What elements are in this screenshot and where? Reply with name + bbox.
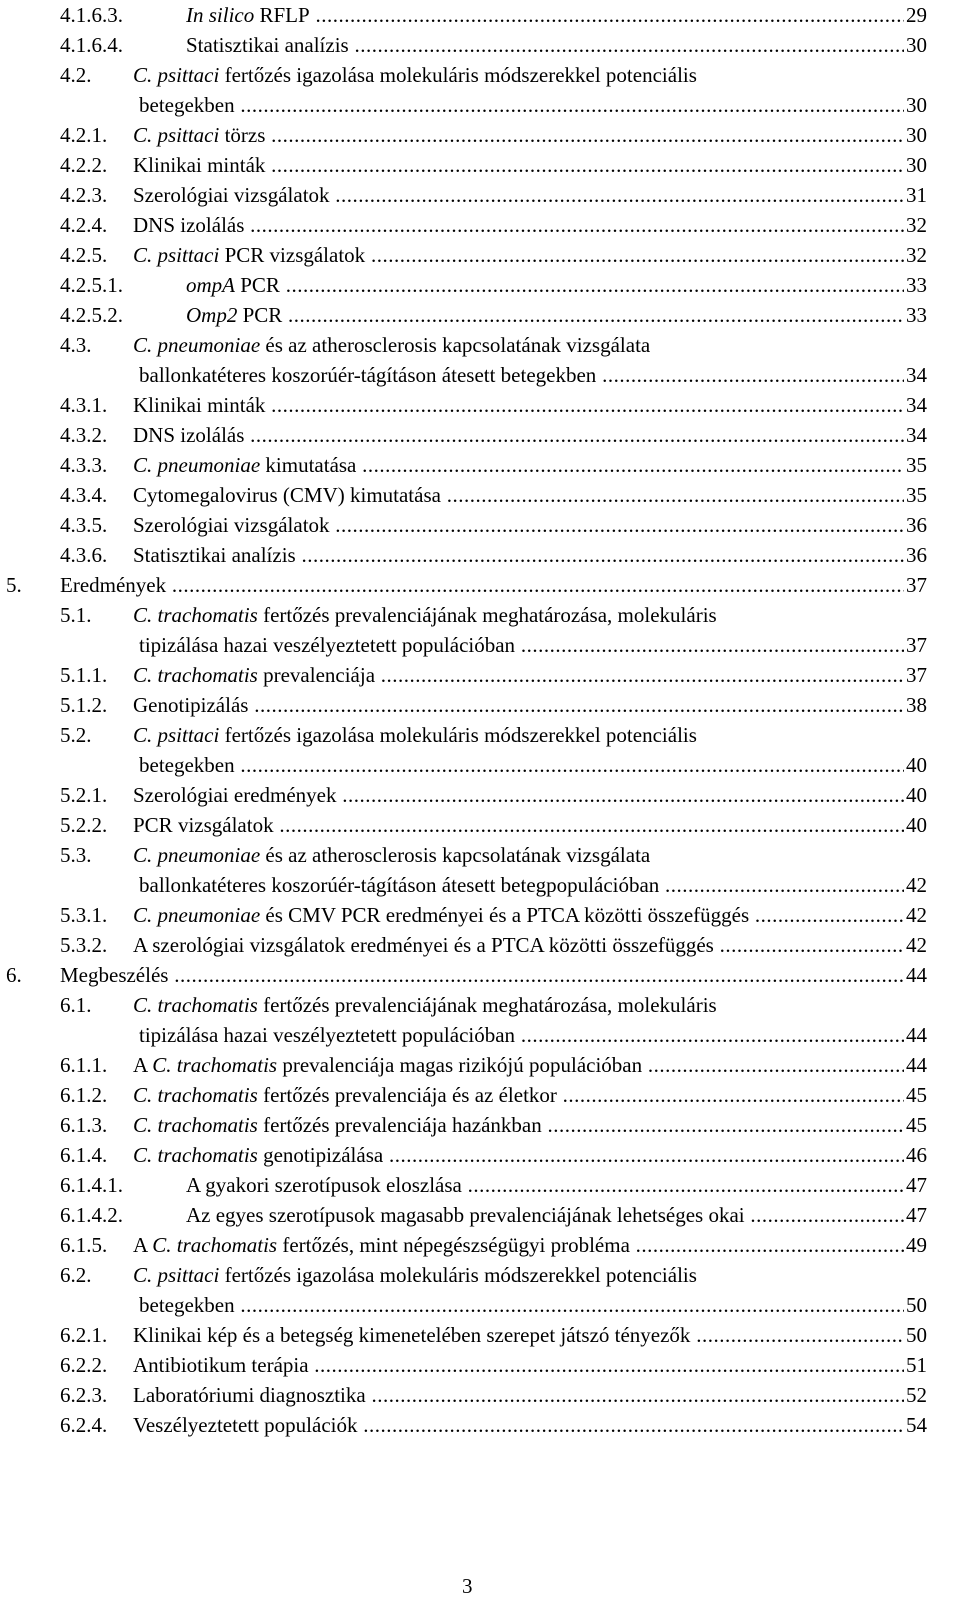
toc-entry-number: 4.3. [60, 333, 92, 357]
toc-entry-number: 5.3.2. [60, 933, 108, 957]
toc-entry[interactable] [0, 570, 927, 600]
toc-entry-title [186, 1173, 927, 1197]
toc-entry-number: 5.1.1. [60, 663, 108, 687]
toc-entry-number: 5.2.1. [60, 783, 108, 807]
toc-entry-page-number: 34 [904, 390, 927, 420]
toc-entry-page-number: 50 [904, 1320, 927, 1350]
toc-entry-title [186, 1203, 927, 1227]
toc-entry-title [186, 303, 927, 327]
toc-entry-title [133, 903, 927, 927]
toc-entry[interactable] [0, 1170, 927, 1200]
italic-species-name: C. pneumoniae [133, 453, 261, 477]
toc-entry-title-wrapped-line [133, 600, 927, 630]
italic-species-name: C. trachomatis [133, 993, 258, 1017]
toc-entry-page-number: 35 [904, 480, 927, 510]
entry-title-text: Laboratóriumi diagnosztika [133, 1383, 366, 1407]
toc-entry-title [139, 1023, 927, 1047]
toc-entry-title-line [133, 540, 927, 570]
italic-species-name: C. psittaci [133, 243, 220, 267]
toc-entry[interactable] [0, 690, 927, 720]
toc-entry[interactable] [0, 300, 927, 330]
entry-title-text: A [133, 1233, 153, 1257]
toc-entry-title-wrapped-line [133, 1260, 927, 1290]
toc-entry-number: 5.2.2. [60, 813, 108, 837]
toc-entry-number: 4.2. [60, 63, 92, 87]
toc-entry-title-line [186, 1170, 927, 1200]
toc-entry-number: 6.2.1. [60, 1323, 108, 1347]
toc-entry-number: 4.2.3. [60, 183, 108, 207]
toc-entry-number: 6.2.4. [60, 1413, 108, 1437]
toc-entry-title-line [133, 1350, 927, 1380]
entry-title-text: Eredmények [60, 573, 167, 597]
italic-species-name: C. trachomatis [133, 1113, 258, 1137]
entry-title-text: A gyakori szerotípusok eloszlása [186, 1173, 462, 1197]
entry-title-text: kimutatása [260, 453, 357, 477]
entry-title-text: ballonkatéteres koszorúér-tágításon átesett betegekben [139, 363, 597, 387]
italic-species-name: C. trachomatis [133, 603, 258, 627]
entry-title-text: betegekben [139, 753, 235, 777]
toc-entry-page-number: 31 [904, 180, 927, 210]
italic-species-name: C. trachomatis [133, 1083, 258, 1107]
toc-entry-number: 5.3.1. [60, 903, 108, 927]
toc-entry[interactable] [0, 60, 927, 120]
toc-entry-page-number: 36 [904, 540, 927, 570]
toc-entry-title-line [133, 120, 927, 150]
toc-entry[interactable] [0, 1320, 927, 1350]
toc-entry-page-number: 37 [904, 660, 927, 690]
toc-entry-title [133, 1143, 927, 1167]
toc-entry[interactable] [0, 1110, 927, 1140]
entry-title-text: DNS izolálás [133, 213, 245, 237]
italic-species-name: C. psittaci [133, 63, 220, 87]
toc-entry[interactable] [0, 840, 927, 900]
toc-entry-title-line [133, 1110, 927, 1140]
toc-entry-title [133, 393, 927, 417]
toc-entry-number: 5.1.2. [60, 693, 108, 717]
toc-entry-title-line [186, 300, 927, 330]
toc-entry-page-number: 45 [904, 1110, 927, 1140]
toc-entry[interactable] [0, 180, 927, 210]
toc-entry-page-number: 44 [904, 1020, 927, 1050]
entry-title-text: Genotipizálás [133, 693, 249, 717]
entry-title-text: Cytomegalovirus (CMV) kimutatása [133, 483, 441, 507]
toc-entry[interactable] [0, 1260, 927, 1320]
toc-entry-page-number: 37 [904, 630, 927, 660]
toc-entry-title-line [186, 270, 927, 300]
entry-title-text: tipizálása hazai veszélyeztetett populációban [139, 1023, 516, 1047]
entry-title-text: Antibiotikum terápia [133, 1353, 309, 1377]
toc-entry-title-line [133, 180, 927, 210]
toc-entry-page-number: 40 [904, 810, 927, 840]
toc-entry-page-number: 36 [904, 510, 927, 540]
toc-entry-title-line [133, 510, 927, 540]
toc-entry[interactable] [0, 1200, 927, 1230]
toc-entry-number: 6.1.4. [60, 1143, 108, 1167]
toc-entry[interactable] [0, 780, 927, 810]
toc-entry-title [133, 1053, 927, 1077]
toc-entry-page-number: 44 [904, 960, 927, 990]
toc-entry-title-wrapped-line [133, 990, 927, 1020]
toc-entry-page-number: 32 [904, 210, 927, 240]
italic-species-name: C. pneumoniae [133, 843, 261, 867]
italic-species-name: Omp2 [186, 303, 238, 327]
toc-entry-page-number: 30 [904, 30, 927, 60]
toc-entry[interactable] [0, 1380, 927, 1410]
entry-title-text: betegekben [139, 1293, 235, 1317]
toc-entry-title-line [139, 750, 927, 780]
toc-entry-number: 6.1.4.2. [60, 1203, 123, 1227]
toc-entry[interactable] [0, 150, 927, 180]
toc-entry[interactable] [0, 930, 927, 960]
toc-entry[interactable] [0, 1230, 927, 1260]
toc-entry-number: 4.3.3. [60, 453, 108, 477]
entry-title-text: fertőzés igazolása molekuláris módszerekkel potenciális [219, 1263, 697, 1287]
italic-species-name: C. psittaci [133, 123, 220, 147]
toc-entry[interactable] [0, 450, 927, 480]
toc-entry[interactable] [0, 960, 927, 990]
toc-entry-title [139, 753, 927, 777]
toc-entry-title [139, 93, 927, 117]
toc-entry-number: 6.2. [60, 1263, 92, 1287]
entry-title-text: betegekben [139, 93, 235, 117]
entry-title-text: Statisztikai analízis [133, 543, 296, 567]
toc-entry-page-number: 40 [904, 750, 927, 780]
toc-entry-number: 4.3.5. [60, 513, 108, 537]
toc-entry[interactable] [0, 390, 927, 420]
toc-entry-title-line [139, 90, 927, 120]
toc-entry-number: 5. [6, 573, 22, 597]
toc-entry[interactable] [0, 1140, 927, 1170]
toc-entry[interactable] [0, 120, 927, 150]
toc-entry-title-line [186, 1200, 927, 1230]
toc-entry-page-number: 38 [904, 690, 927, 720]
italic-species-name: C. trachomatis [133, 1143, 258, 1167]
toc-entry-title-wrapped-line [133, 840, 927, 870]
toc-entry-page-number: 45 [904, 1080, 927, 1110]
toc-entry[interactable] [0, 270, 927, 300]
entry-title-text: fertőzés igazolása molekuláris módszerekkel potenciális [219, 63, 697, 87]
toc-entry-title [133, 513, 927, 537]
toc-entry-page-number: 34 [904, 360, 927, 390]
toc-entry-number: 4.3.4. [60, 483, 108, 507]
toc-entry-page-number: 44 [904, 1050, 927, 1080]
toc-entry-page-number: 29 [904, 0, 927, 30]
toc-entry-title-line [139, 630, 927, 660]
toc-entry-title-line [133, 390, 927, 420]
entry-title-text: A szerológiai vizsgálatok eredményei és a PTCA közötti összefüggés [133, 933, 714, 957]
toc-entry-title [133, 783, 927, 807]
entry-title-text: genotipizálása [257, 1143, 384, 1167]
toc-entry[interactable] [0, 30, 927, 60]
toc-entry-title-line [133, 780, 927, 810]
toc-entry-number: 6.2.3. [60, 1383, 108, 1407]
entry-title-text: RFLP [254, 3, 310, 27]
toc-entry-title [133, 933, 927, 957]
toc-entry-title-wrapped-line [133, 330, 927, 360]
entry-title-text: PCR [235, 273, 280, 297]
entry-title-text: Klinikai minták [133, 153, 266, 177]
toc-entry[interactable] [0, 510, 927, 540]
entry-title-text: Statisztikai analízis [186, 33, 349, 57]
toc-entry-title-line [60, 570, 927, 600]
page-number: 3 [462, 1574, 473, 1598]
toc-entry-number: 4.3.1. [60, 393, 108, 417]
toc-entry-title [133, 183, 927, 207]
toc-entry-title-line [60, 960, 927, 990]
toc-entry-page-number: 37 [904, 570, 927, 600]
toc-entry-title [133, 123, 927, 147]
toc-entry-page-number: 54 [904, 1410, 927, 1440]
entry-title-text: Az egyes szerotípusok magasabb prevalenciájának lehetséges okai [186, 1203, 745, 1227]
toc-entry-title [186, 33, 927, 57]
toc-entry-number: 4.3.6. [60, 543, 108, 567]
toc-entry-title [133, 483, 927, 507]
toc-entry-number: 6.1.5. [60, 1233, 108, 1257]
toc-entry-number: 6.1.2. [60, 1083, 108, 1107]
italic-species-name: C. psittaci [133, 723, 220, 747]
toc-entry-title [133, 693, 927, 717]
toc-entry-page-number: 50 [904, 1290, 927, 1320]
toc-entry[interactable] [0, 1350, 927, 1380]
toc-entry-number: 4.2.5.2. [60, 303, 123, 327]
toc-entry-title [133, 1233, 927, 1257]
toc-entry-number: 4.1.6.3. [60, 3, 123, 27]
toc-entry[interactable] [0, 480, 927, 510]
toc-entry-number: 6.1.4.1. [60, 1173, 123, 1197]
toc-entry-title-line [133, 1080, 927, 1110]
toc-entry-number: 4.2.4. [60, 213, 108, 237]
toc-entry-page-number: 33 [904, 270, 927, 300]
entry-title-text: A [133, 1053, 153, 1077]
toc-entry-number: 4.3.2. [60, 423, 108, 447]
toc-entry-title-line [186, 30, 927, 60]
toc-entry[interactable] [0, 240, 927, 270]
toc-entry[interactable] [0, 420, 927, 450]
entry-title-text: törzs [219, 123, 266, 147]
toc-entry-title [133, 543, 927, 567]
entry-title-text: Klinikai minták [133, 393, 266, 417]
toc-entry-title-line [186, 0, 927, 30]
toc-entry-title-line [133, 210, 927, 240]
toc-entry[interactable] [0, 330, 927, 390]
italic-species-name: C. psittaci [133, 1263, 220, 1287]
toc-entry-number: 4.2.5. [60, 243, 108, 267]
toc-entry-page-number: 40 [904, 780, 927, 810]
toc-entry[interactable] [0, 990, 927, 1050]
toc-entry-number: 5.2. [60, 723, 92, 747]
toc-entry-page-number: 42 [904, 930, 927, 960]
toc-entry-title [133, 213, 927, 237]
entry-title-text: fertőzés igazolása molekuláris módszerekkel potenciális [219, 723, 697, 747]
entry-title-text: DNS izolálás [133, 423, 245, 447]
entry-title-text: fertőzés prevalenciája és az életkor [257, 1083, 557, 1107]
toc-entry-page-number: 33 [904, 300, 927, 330]
toc-entry-number: 4.2.5.1. [60, 273, 123, 297]
italic-species-name: In silico [186, 3, 255, 27]
entry-title-text: fertőzés prevalenciája hazánkban [257, 1113, 542, 1137]
toc-entry-title-line [133, 1320, 927, 1350]
toc-entry[interactable] [0, 1410, 927, 1440]
toc-entry-title [133, 1083, 927, 1107]
toc-entry[interactable] [0, 540, 927, 570]
toc-entry[interactable] [0, 210, 927, 240]
toc-entry-title-line [133, 660, 927, 690]
entry-title-text: Szerológiai eredmények [133, 783, 337, 807]
toc-entry-title-line [133, 1380, 927, 1410]
toc-entry-title [139, 633, 927, 657]
entry-title-text: tipizálása hazai veszélyeztetett populációban [139, 633, 516, 657]
toc-entry-title [139, 873, 927, 897]
toc-entry-page-number: 30 [904, 120, 927, 150]
toc-entry-title-line [133, 1230, 927, 1260]
toc-entry[interactable] [0, 900, 927, 930]
toc-entry-title-line [133, 690, 927, 720]
toc-entry-number: 6.2.2. [60, 1353, 108, 1377]
entry-title-text: Szerológiai vizsgálatok [133, 513, 330, 537]
toc-entry-title-line [133, 240, 927, 270]
entry-title-text: fertőzés, mint népegészségügyi probléma [277, 1233, 630, 1257]
entry-title-text: és CMV PCR eredményei és a PTCA közötti összefüggés [260, 903, 750, 927]
toc-entry-title-line [133, 480, 927, 510]
toc-entry-page-number: 34 [904, 420, 927, 450]
toc-entry-page-number: 30 [904, 150, 927, 180]
toc-entry-title [60, 573, 927, 597]
toc-entry-title-line [139, 360, 927, 390]
toc-entry-title-line [133, 1140, 927, 1170]
toc-entry-number: 6.1. [60, 993, 92, 1017]
toc-entry-title [133, 153, 927, 177]
toc-entry-number: 5.1. [60, 603, 92, 627]
toc-entry[interactable] [0, 1080, 927, 1110]
italic-species-name: ompA [186, 273, 235, 297]
toc-entry-title-line [133, 810, 927, 840]
toc-entry-title-line [133, 1410, 927, 1440]
toc-entry[interactable] [0, 660, 927, 690]
entry-title-text: PCR [237, 303, 283, 327]
italic-species-name: C. pneumoniae [133, 903, 261, 927]
toc-entry-page-number: 52 [904, 1380, 927, 1410]
toc-entry-title [186, 3, 927, 27]
toc-entry-number: 6.1.1. [60, 1053, 108, 1077]
toc-entry[interactable] [0, 0, 927, 30]
toc-entry-page-number: 46 [904, 1140, 927, 1170]
italic-species-name: C. pneumoniae [133, 333, 261, 357]
toc-entry-page-number: 42 [904, 870, 927, 900]
toc-entry-title [60, 963, 927, 987]
italic-species-name: C. trachomatis [152, 1053, 278, 1077]
toc-entry-title-wrapped-line [133, 720, 927, 750]
toc-entry-page-number: 35 [904, 450, 927, 480]
toc-entry-number: 6.1.3. [60, 1113, 108, 1137]
toc-entry-number: 4.1.6.4. [60, 33, 123, 57]
toc-entry[interactable] [0, 810, 927, 840]
entry-title-text: Megbeszélés [60, 963, 169, 987]
entry-title-text: fertőzés prevalenciájának meghatározása, molekuláris [257, 603, 717, 627]
toc-entry-title-line [133, 450, 927, 480]
toc-entry-title-line [139, 1290, 927, 1320]
toc-entry-title [139, 1293, 927, 1317]
toc-entry-title-line [133, 900, 927, 930]
toc-entry-title-line [133, 420, 927, 450]
toc-entry-number: 5.3. [60, 843, 92, 867]
entry-title-text: PCR vizsgálatok [219, 243, 366, 267]
toc-entry-page-number: 30 [904, 90, 927, 120]
toc-entry-number: 4.2.1. [60, 123, 108, 147]
entry-title-text: Szerológiai vizsgálatok [133, 183, 330, 207]
toc-entry-title-line [133, 150, 927, 180]
toc-entry-page-number: 42 [904, 900, 927, 930]
entry-title-text: fertőzés prevalenciájának meghatározása, molekuláris [257, 993, 717, 1017]
toc-entry-page-number: 51 [904, 1350, 927, 1380]
toc-entry-title [133, 663, 927, 687]
italic-species-name: C. trachomatis [133, 663, 258, 687]
toc-entry-title-line [133, 930, 927, 960]
toc-entry-number: 6. [6, 963, 22, 987]
entry-title-text: ballonkatéteres koszorúér-tágításon átesett betegpopulációban [139, 873, 660, 897]
entry-title-text: és az atherosclerosis kapcsolatának vizsgálata [260, 333, 651, 357]
toc-entry[interactable] [0, 1050, 927, 1080]
toc-entry-title [133, 813, 927, 837]
entry-title-text: PCR vizsgálatok [133, 813, 274, 837]
entry-title-text: és az atherosclerosis kapcsolatának vizsgálata [260, 843, 651, 867]
toc-entry-title [133, 1353, 927, 1377]
toc-entry-title [133, 1113, 927, 1137]
toc-entry-title [133, 243, 927, 267]
toc-entry-page-number: 47 [904, 1170, 927, 1200]
entry-title-text: Veszélyeztetett populációk [133, 1413, 358, 1437]
entry-title-text: Klinikai kép és a betegség kimenetelében szerepet játszó tényezők [133, 1323, 691, 1347]
toc-entry-title [133, 1413, 927, 1437]
entry-title-text: prevalenciája [257, 663, 376, 687]
entry-title-text: prevalenciája magas rizikójú populációban [277, 1053, 643, 1077]
toc-entry-number: 4.2.2. [60, 153, 108, 177]
toc-entry-title [133, 453, 927, 477]
toc-entry-page-number: 49 [904, 1230, 927, 1260]
toc-entry-title-line [139, 1020, 927, 1050]
toc-entry-title [186, 273, 927, 297]
toc-entry-title [133, 423, 927, 447]
toc-entry-title-wrapped-line [133, 60, 927, 90]
toc-entry-title [133, 1383, 927, 1407]
toc-entry-title-line [133, 1050, 927, 1080]
toc-entry[interactable] [0, 600, 927, 660]
toc-entry-page-number: 32 [904, 240, 927, 270]
toc-entry-title-line [139, 870, 927, 900]
toc-entry-title [139, 363, 927, 387]
italic-species-name: C. trachomatis [152, 1233, 278, 1257]
toc-entry-page-number: 47 [904, 1200, 927, 1230]
toc-entry[interactable] [0, 720, 927, 780]
toc-entry-title [133, 1323, 927, 1347]
